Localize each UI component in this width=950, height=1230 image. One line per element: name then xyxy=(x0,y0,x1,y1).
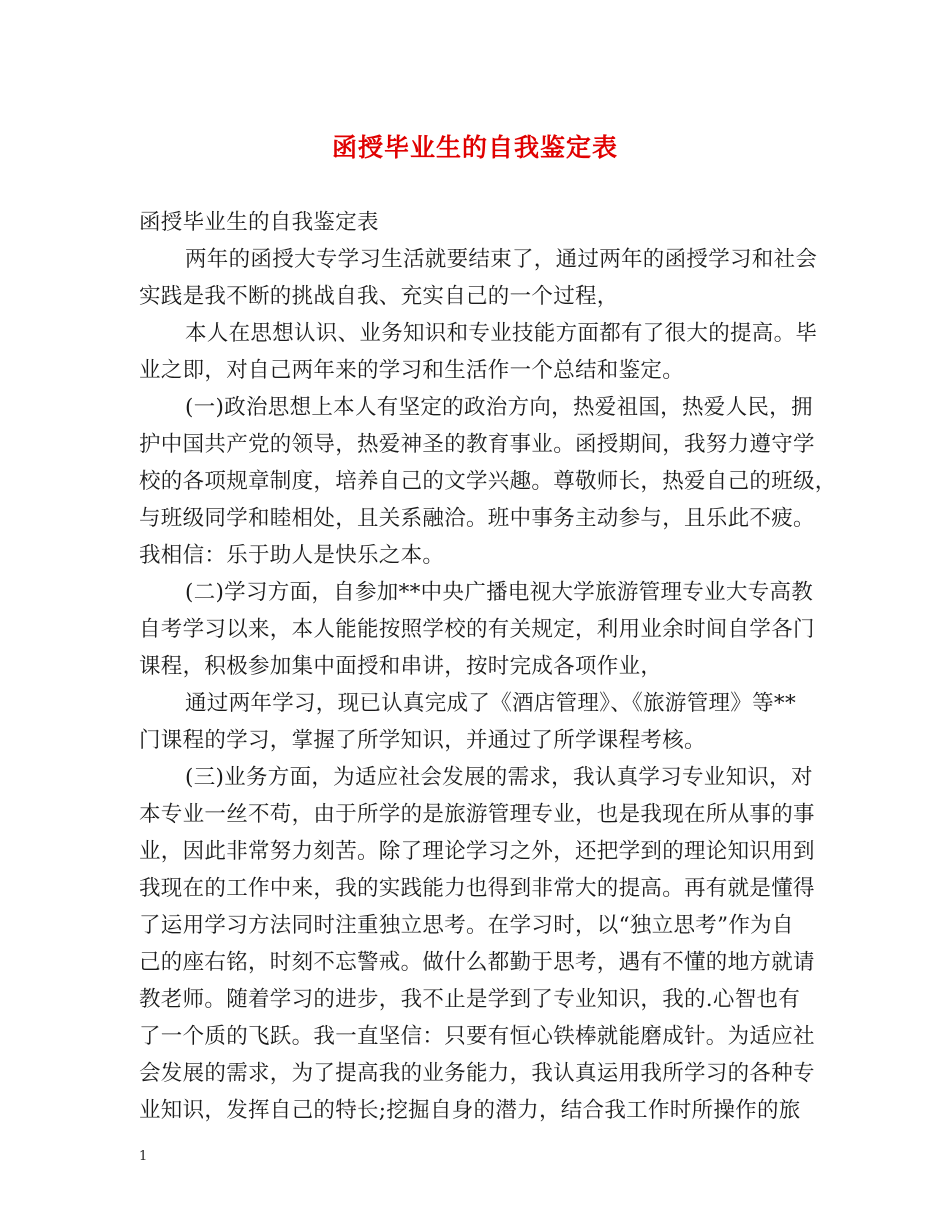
body-line: 本人在思想认识、业务知识和专业技能方面都有了很大的提高。毕 xyxy=(185,321,818,346)
body-line: 本专业一丝不苟，由于所学的是旅游管理专业，也是我现在所从事的事 xyxy=(139,802,815,827)
body-line: 自考学习以来，本人能能按照学校的有关规定，利用业余时间自学各门 xyxy=(139,617,815,642)
page-number: 1 xyxy=(139,1149,148,1164)
body-line: 通过两年学习，现已认真完成了《酒店管理》、《旅游管理》等** xyxy=(185,691,797,716)
body-line: (一)政治思想上本人有坚定的政治方向，热爱祖国，热爱人民，拥 xyxy=(185,395,813,420)
body-line: (三)业务方面，为适应社会发展的需求，我认真学习专业知识，对 xyxy=(185,765,813,790)
body-line: 门课程的学习，掌握了所学知识，并通过了所学课程考核。 xyxy=(139,728,706,753)
body-line: 了运用学习方法同时注重独立思考。在学习时，以“独立思考”作为自 xyxy=(139,913,794,938)
body-line: 护中国共产党的领导，热爱神圣的教育事业。函授期间，我努力遵守学 xyxy=(139,432,815,457)
body-line: 我相信：乐于助人是快乐之本。 xyxy=(139,543,445,568)
body-line: 业，因此非常努力刻苦。除了理论学习之外，还把学到的理论知识用到 xyxy=(139,839,815,864)
body-line: 课程，积极参加集中面授和串讲，按时完成各项作业， xyxy=(139,654,663,679)
body-line: 己的座右铭，时刻不忘警戒。做什么都勤于思考，遇有不懂的地方就请 xyxy=(139,950,815,975)
body-line: 校的各项规章制度，培养自己的文学兴趣。尊敬师长，热爱自己的班级， xyxy=(139,469,837,494)
body-line: 函授毕业生的自我鉴定表 xyxy=(139,210,379,235)
body-line: (二)学习方面，自参加**中央广播电视大学旅游管理专业大专高教 xyxy=(185,580,814,605)
body-line: 我现在的工作中来，我的实践能力也得到非常大的提高。再有就是懂得 xyxy=(139,876,815,901)
document-body xyxy=(139,204,837,1129)
document-title: 函授毕业生的自我鉴定表 xyxy=(331,133,618,162)
body-line: 与班级同学和睦相处，且关系融洽。班中事务主动参与，且乐此不疲。 xyxy=(139,506,815,531)
body-line: 会发展的需求，为了提高我的业务能力，我认真运用我所学习的各种专 xyxy=(139,1061,815,1086)
body-line: 了一个质的飞跃。我一直坚信：只要有恒心铁棒就能磨成针。为适应社 xyxy=(139,1024,815,1049)
body-line: 两年的函授大专学习生活就要结束了，通过两年的函授学习和社会 xyxy=(185,247,818,272)
body-line: 业之即，对自己两年来的学习和生活作一个总结和鉴定。 xyxy=(139,358,685,383)
body-line: 教老师。随着学习的进步，我不止是学到了专业知识，我的.心智也有 xyxy=(139,987,801,1012)
body-line: 业知识，发挥自己的特长;挖掘自身的潜力，结合我工作时所操作的旅 xyxy=(139,1098,801,1123)
body-line: 实践是我不断的挑战自我、充实自己的一个过程， xyxy=(139,284,619,309)
